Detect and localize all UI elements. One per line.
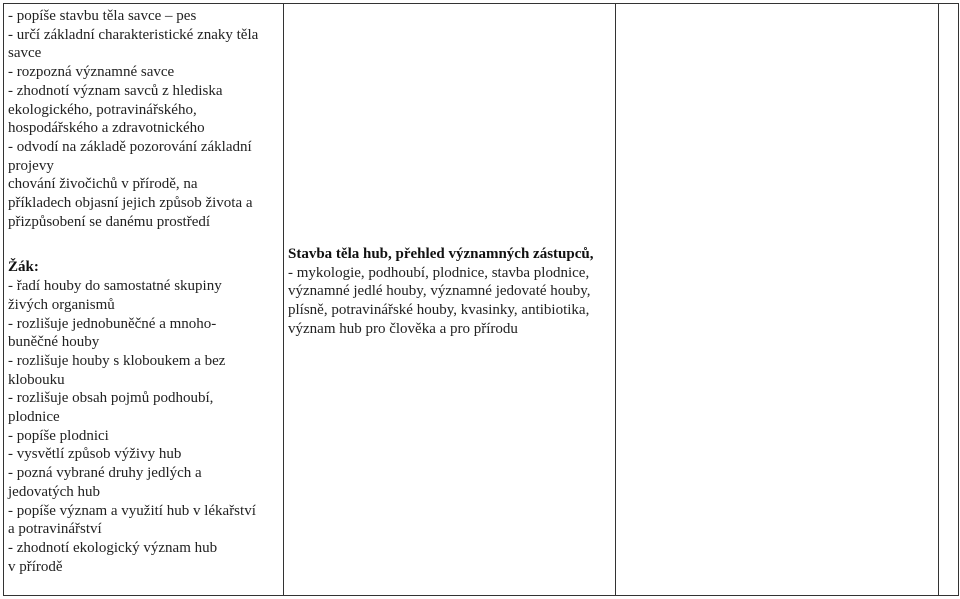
outcome-line: - rozlišuje obsah pojmů podhoubí,	[8, 390, 214, 407]
outcome-line: jedovatých hub	[8, 483, 101, 500]
outcome-line: chování živočichů v přírodě, na	[8, 176, 198, 193]
outcome-line: v přírodě	[8, 558, 63, 575]
topic-line: významné jedlé houby, významné jedovaté houby,	[288, 283, 591, 300]
outcome-line: - řadí houby do samostatné skupiny	[8, 278, 222, 295]
outcome-line: klobouku	[8, 371, 65, 388]
document-page	[3, 3, 958, 596]
outcome-line: - popíše stavbu těla savce – pes	[8, 8, 197, 24]
outcome-line: příkladech objasní jejich způsob života a	[8, 195, 253, 212]
mammal-outcomes-list	[8, 7, 279, 231]
outcome-line: a potravinářství	[8, 521, 102, 538]
empty-cell-3	[616, 4, 939, 596]
outcome-line: - pozná vybrané druhy jedlých a	[8, 465, 202, 482]
fungi-topic-list	[288, 264, 611, 339]
table-row	[4, 4, 959, 596]
student-heading: Žák:	[8, 259, 39, 276]
outcome-line: ekologického, potravinářského,	[8, 101, 197, 118]
outcome-line: - rozpozná významné savce	[8, 64, 175, 81]
outcome-line: savce	[8, 45, 42, 62]
outcome-line: - popíše význam a využití hub v lékařství	[8, 502, 256, 519]
empty-cell-4	[939, 4, 959, 596]
outcome-line: - rozlišuje houby s kloboukem a bez	[8, 352, 226, 369]
outcome-line: projevy	[8, 157, 54, 174]
outcome-line: hospodářského a zdravotnického	[8, 120, 205, 137]
outcome-line: živých organismů	[8, 296, 115, 313]
outcome-line: - zhodnotí ekologický význam hub	[8, 539, 218, 556]
fungi-topic-heading: Stavba těla hub, přehled významných zástupců,	[288, 246, 594, 262]
outcome-line: - rozlišuje jednobuněčné a mnoho-	[8, 315, 217, 332]
outcomes-cell	[4, 4, 284, 596]
outcome-line: - zhodnotí význam savců z hlediska	[8, 82, 223, 99]
topic-line: význam hub pro člověka a pro přírodu	[288, 320, 518, 337]
outcome-line: plodnice	[8, 409, 60, 426]
topic-line: - mykologie, podhoubí, plodnice, stavba plodnice,	[288, 264, 590, 281]
fungi-outcomes-list	[8, 277, 279, 576]
outcome-line: přizpůsobení se danému prostředí	[8, 213, 211, 230]
topic-line: plísně, potravinářské houby, kvasinky, antibiotika,	[288, 302, 590, 319]
outcome-line: - vysvětlí způsob výživy hub	[8, 446, 182, 463]
content-cell	[284, 4, 616, 596]
outcome-line: buněčné houby	[8, 334, 100, 351]
curriculum-table	[3, 3, 959, 596]
outcome-line: - odvodí na základě pozorování základní	[8, 138, 252, 155]
outcome-line: - určí základní charakteristické znaky těla	[8, 26, 259, 43]
outcome-line: - popíše plodnici	[8, 427, 109, 444]
